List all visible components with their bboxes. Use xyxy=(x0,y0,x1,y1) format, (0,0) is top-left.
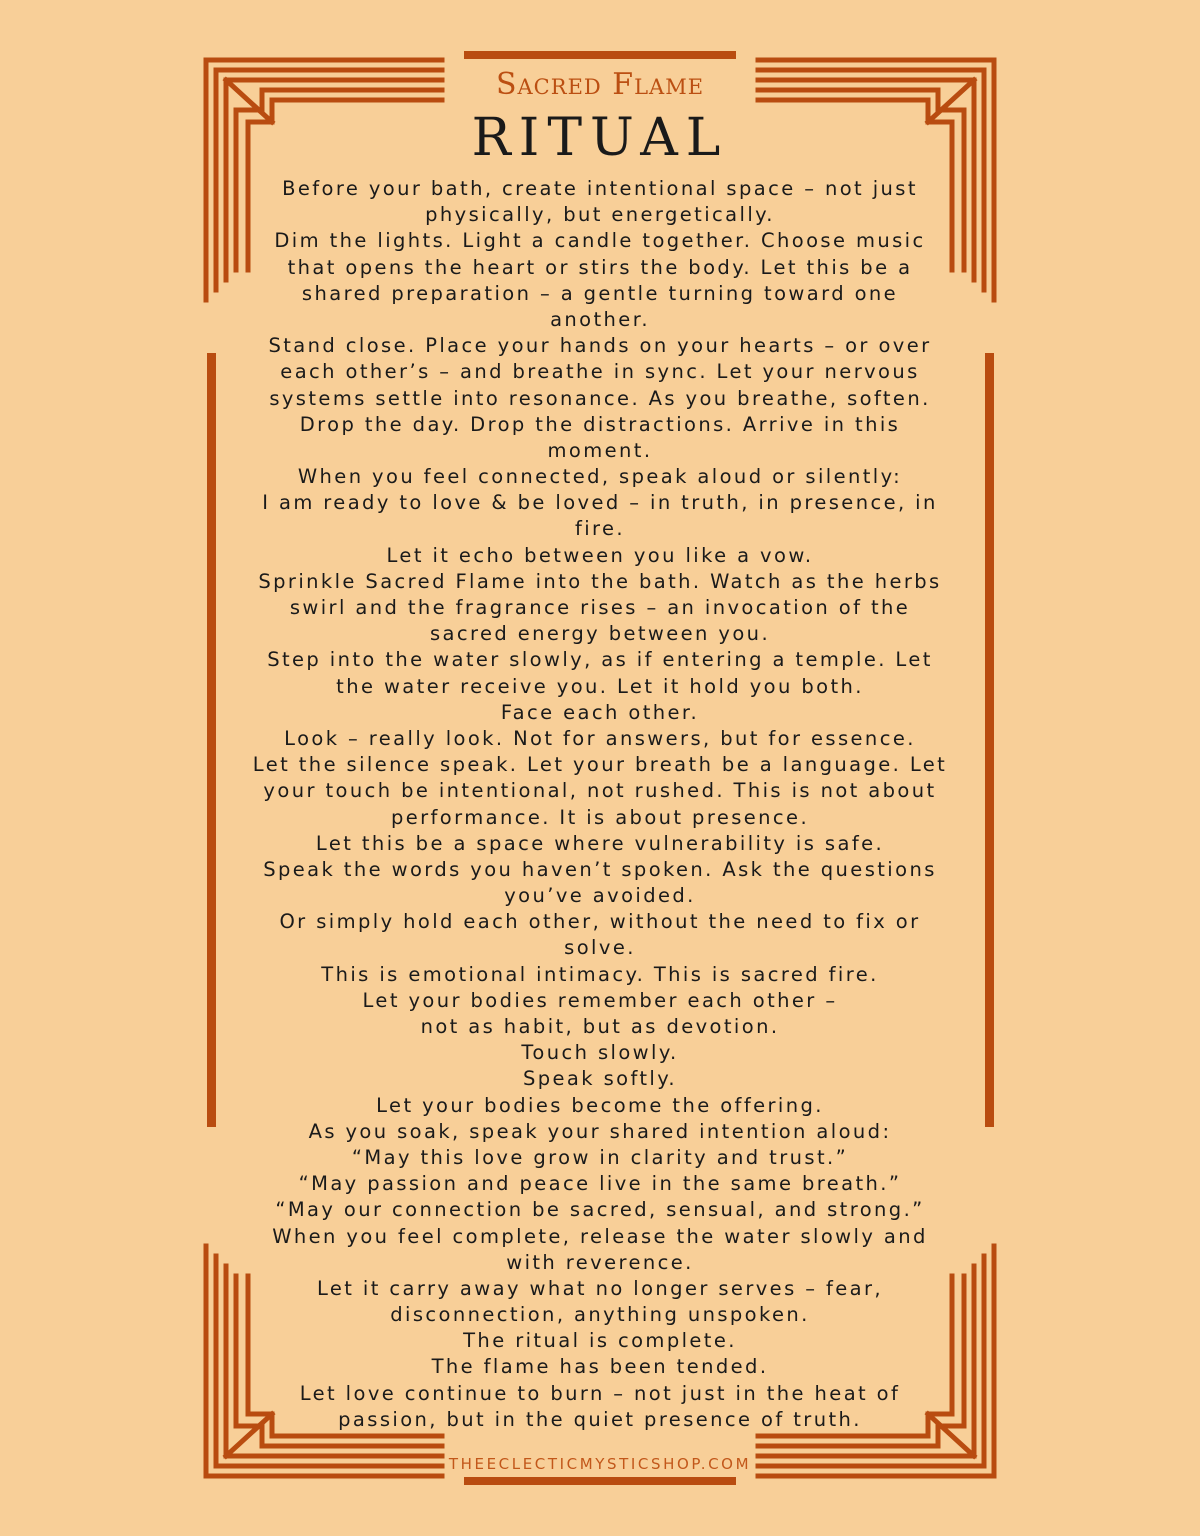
ritual-line: Dim the lights. Light a candle together. Choose music xyxy=(274,229,926,253)
ritual-line: Let your bodies become the offering. xyxy=(376,1093,824,1117)
ritual-line: not as habit, but as devotion. xyxy=(420,1015,780,1038)
ritual-line: Look – really look. Not for answers, but for essence. xyxy=(284,726,916,750)
ritual-line: disconnection, anything unspoken. xyxy=(390,1303,810,1327)
ritual-line: “May passion and peace live in the same breath.” xyxy=(298,1172,902,1196)
ritual-line: Let love continue to burn – not just in the heat of xyxy=(299,1381,901,1405)
ritual-line: Let this be a space where vulnerability is safe. xyxy=(315,831,885,855)
ritual-line: performance. It is about presence. xyxy=(390,805,810,829)
ritual-line: Step into the water slowly, as if entering a temple. Let xyxy=(267,648,933,672)
ritual-line: fire. xyxy=(574,517,626,541)
ritual-line: Speak softly. xyxy=(522,1067,678,1091)
ritual-line: The flame has been tended. xyxy=(431,1355,769,1379)
ritual-line: Stand close. Place your hands on your hearts – or over xyxy=(268,334,932,358)
ritual-line: “May this love grow in clarity and trust.” xyxy=(351,1145,849,1169)
ritual-line: Drop the day. Drop the distractions. Arrive in this xyxy=(299,412,901,436)
ritual-line: another. xyxy=(550,307,650,331)
ritual-subtitle: Sacred Flame xyxy=(495,67,705,102)
ritual-line: “May our connection be sacred, sensual, and strong.” xyxy=(275,1198,925,1222)
ritual-line: When you feel connected, speak aloud or silently: xyxy=(297,465,903,489)
ritual-line: Let the silence speak. Let your breath be a language. Let xyxy=(252,753,948,777)
ritual-line: physically, but energetically. xyxy=(425,203,775,227)
ritual-line: solve. xyxy=(564,936,636,960)
ritual-line: I am ready to love & be loved – in truth, in presence, in xyxy=(262,491,938,515)
ritual-line: swirl and the fragrance rises – an invocation of the xyxy=(289,596,911,619)
ritual-line: Let your bodies remember each other – xyxy=(362,988,838,1012)
ritual-line: passion, but in the quiet presence of truth. xyxy=(338,1407,862,1431)
ritual-line: Touch slowly. xyxy=(521,1041,679,1065)
ritual-line: When you feel complete, release the water slowly and xyxy=(272,1224,928,1248)
ritual-line: The ritual is complete. xyxy=(463,1329,737,1353)
ritual-line: This is emotional intimacy. This is sacred fire. xyxy=(321,962,879,986)
ritual-line: Let it carry away what no longer serves – fear, xyxy=(316,1276,884,1300)
ritual-title: RITUAL xyxy=(471,108,729,168)
ritual-line: Or simply hold each other, without the need to fix or xyxy=(279,910,921,934)
ritual-line: shared preparation – a gentle turning toward one xyxy=(301,281,899,305)
top-center-bar xyxy=(464,51,736,59)
ritual-line: Speak the words you haven’t spoken. Ask the questions xyxy=(263,857,937,881)
ritual-line: your touch be intentional, not rushed. This is not about xyxy=(263,779,937,803)
ritual-line: sacred energy between you. xyxy=(429,622,771,646)
ritual-line: Face each other. xyxy=(500,700,700,724)
ritual-line: each other’s – and breathe in sync. Let your nervous xyxy=(280,360,920,384)
ritual-line: that opens the heart or stirs the body. Let this be a xyxy=(287,255,913,279)
ritual-line: Before your bath, create intentional space – not just xyxy=(282,177,918,200)
ritual-line: moment. xyxy=(547,438,653,462)
ritual-line: Let it echo between you like a vow. xyxy=(386,543,814,567)
website-footer: THEECLECTICMYSTICSHOP.COM xyxy=(448,1455,752,1473)
ritual-line: Sprinkle Sacred Flame into the bath. Watch as the herbs xyxy=(258,569,942,593)
ritual-line: with reverence. xyxy=(506,1250,694,1274)
bottom-center-bar xyxy=(464,1477,736,1485)
right-side-bar xyxy=(985,353,994,1127)
ritual-instructions xyxy=(240,176,960,1433)
ritual-line: systems settle into resonance. As you breathe, soften. xyxy=(269,386,931,410)
ritual-line: you’ve avoided. xyxy=(504,884,696,908)
ritual-line: As you soak, speak your shared intention aloud: xyxy=(308,1119,892,1143)
ritual-line: the water receive you. Let it hold you both. xyxy=(336,674,864,698)
left-side-bar xyxy=(207,353,216,1127)
